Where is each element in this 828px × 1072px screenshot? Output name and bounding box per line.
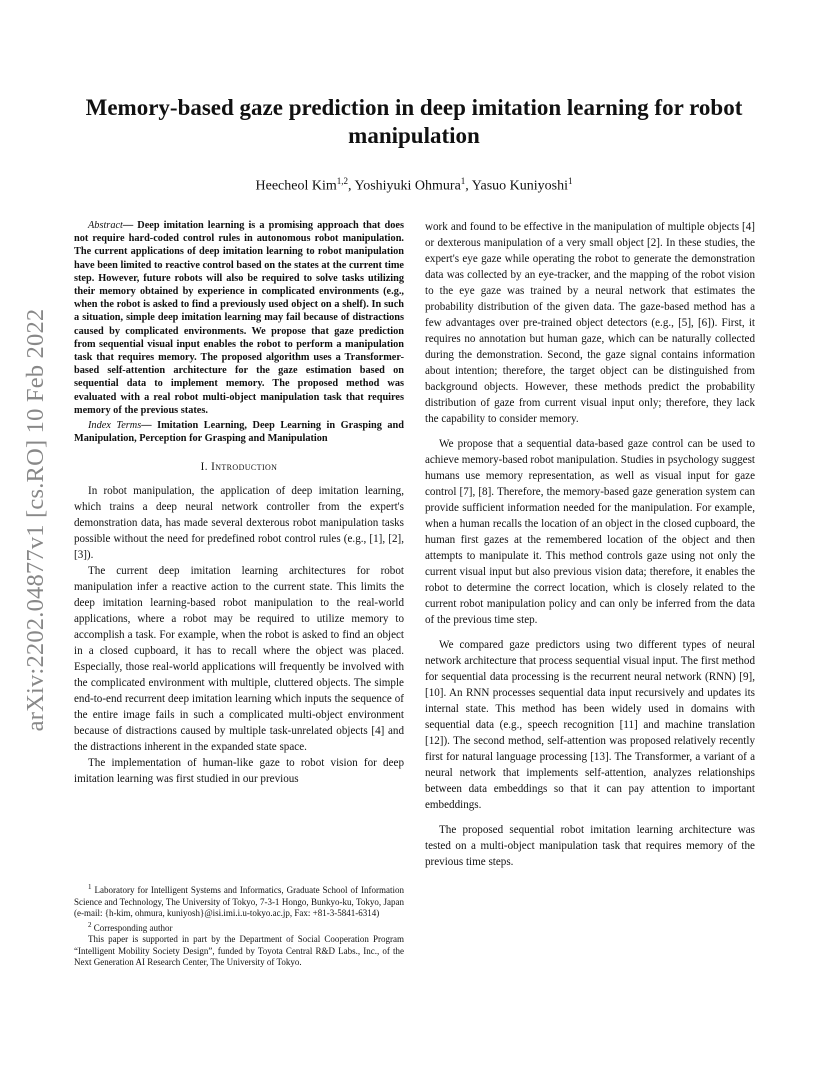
footnote-text: This paper is supported in part by the Department of Social Cooperation Program “Intelligent Mobility Society Design”, funded by Toyota Central R&D Labs., Inc., of the Next Generation AI Research Center, The University of Tokyo.	[74, 934, 404, 967]
footnote-text: Laboratory for Intelligent Systems and Informatics, Graduate School of Information Science and Technology, The University of Tokyo, 7-3-1 Hongo, Bunkyo-ku, Tokyo, Japan (e-mail: {h-kim, ohmura, kuniyosh}@isi.imi.i.u-tokyo.ac.jp, Fax: +81-3-5841-6314)	[74, 885, 404, 918]
footnote	[74, 934, 404, 969]
abstract: Abstract— Deep imitation learning is a promising approach that does not require hard-coded control rules in autonomous robot manipulation. The current applications of deep imitation learning to robot manipulation have been limited to reactive control based on the states at the current time step. However, future robots will also be required to solve tasks utilizing their memory obtained by experience in complicated environments (e.g., when the robot is asked to find a previously used object on a shelf). In such a situation, simple deep imitation learning may fail because of distractions caused by complicated environments. We propose that gaze prediction from sequential visual input enables the robot to perform a manipulation task that requires memory. The proposed algorithm uses a Transformer-based self-attention architecture for the gaze estimation based on sequential data to implement memory. The proposed method was evaluated with a real robot multi-object manipulation task that requires memory of the previous states.	[74, 220, 404, 416]
author-affiliation: 1,2	[336, 176, 348, 186]
index-terms: Index Terms— Imitation Learning, Deep Learning in Grasping and Manipulation, Perception for Grasping and Manipulation	[74, 420, 404, 445]
footnote-mark: 2	[88, 920, 92, 929]
section-number: I.	[200, 461, 208, 474]
paragraph: We propose that a sequential data-based gaze control can be used to achieve memory-based robot manipulation. Studies in psychology suggest humans use memory representation, as well as visual input for gaze control [7], [8]. Therefore, the memory-based gaze generation system can provide sufficient information needed for the manipulation. For example, when a human recalls the location of an object in the closed cupboard, the human first gazes at the remembered location of the object and then attempts to manipulate it. This method controls gaze using not only the current visual input but also previous vision data; therefore, it enables the robot to determine the correct location, which is closely related to the current robot manipulation policy and can only be inferred from the data of the previous time step.	[425, 438, 755, 626]
section-title: Introduction	[211, 461, 278, 474]
author-list: Heecheol Kim$^{1,2}$, Yoshiyuki Ohmura$^1$, Yasuo Kuniyoshi$^1$	[255, 176, 573, 194]
footnote	[74, 920, 404, 935]
arxiv-sidebar-stamp	[18, 285, 54, 755]
footnote-mark: 1	[88, 883, 92, 891]
left-column	[74, 219, 404, 787]
paragraph: In robot manipulation, the application of deep imitation learning, which trains a deep neural network controller from the expert's demonstration data, has made several dexterous robot manipulation tasks possible without the need for predefined robot control rules (e.g., [1], [2], [3]).	[74, 485, 404, 562]
paragraph: The implementation of human-like gaze to robot vision for deep imitation learning was first studied in our previous	[74, 757, 404, 786]
right-column	[425, 219, 755, 870]
paper-title: Memory-based gaze prediction in deep imitation learning for robot manipulation	[85, 95, 743, 148]
paragraph: work and found to be effective in the manipulation of multiple objects [4] or dexterous manipulation of a very small object [2]. In these studies, the expert's eye gaze while operating the robot to generate the demonstration data was collected by an eye-tracker, and the mapping of the robot vision to the eye gaze was trained by a neural network that estimates the probability distribution of the given data. The gaze-based method has a few advantages over pre-trained object detectors (e.g., [5], [6]). First, it requires no annotation but human gaze, which can be naturally collected during the demonstration. Second, the gaze signal contains information about intention; therefore, the target object can be distinguished from background objects. However, these methods predict the probability distribution of gaze from current visual input only; therefore, they lack the capability to consider memory.	[425, 221, 755, 425]
abstract-text: Deep imitation learning is a promising approach that does not require hard-coded control rules in autonomous robot manipulation. The current applications of deep imitation learning to robot manipulation have been limited to reactive control based on the states at the current time step. However, future robots will also be required to solve tasks utilizing their memory obtained by experience in complicated environments (e.g., when the robot is asked to find a previously used object on a shelf). In such a situation, simple deep imitation learning may fail because of distractions caused by complicated environments. We propose that gaze prediction from sequential visual input enables the robot to perform a manipulation task that requires memory. The proposed algorithm uses a Transformer-based self-attention architecture for the gaze estimation based on sequential data to implement memory. The proposed method was evaluated with a real robot multi-object manipulation task that requires memory of the previous states.	[74, 220, 404, 416]
footnotes	[74, 882, 404, 969]
arxiv-id: arXiv:2202.04877v1 [cs.RO] 10 Feb 2022	[22, 308, 49, 732]
author-name: Yoshiyuki Ohmura	[354, 178, 461, 194]
index-terms-text: Imitation Learning, Deep Learning in Grasping and Manipulation, Perception for Grasping and Manipulation	[74, 420, 404, 445]
paragraph: We compared gaze predictors using two different types of neural network architecture that process sequential visual input. The first method for sequential data processing is the recurrent neural network (RNN) [9], [10]. An RNN processes sequential data input recursively and updates its internal state. This method has been widely used in domains with sequential data (e.g., speech recognition [11] and machine translation [12]). The second method, self-attention was proposed relatively recently first for natural language processing [13]. The Transformer, a variant of a neural network that implements self-attention, analyzes relationships between data embeddings so that it can pay attention to important embeddings.	[425, 639, 755, 811]
index-terms-label: Index Terms	[88, 420, 142, 432]
footnote-text: Corresponding author	[93, 922, 173, 933]
author-affiliation: 1	[568, 176, 573, 186]
author-name: Heecheol Kim	[255, 178, 337, 194]
author-affiliation: 1	[460, 176, 466, 186]
author-name: Yasuo Kuniyoshi	[471, 178, 568, 194]
paragraph: The current deep imitation learning architectures for robot manipulation infer a reactive action to the current state. This limits the deep imitation learning-based robot manipulation to the real-world applications, where a robot may be required to utilize memory to accomplish a task. For example, when the robot is asked to find an object in a closed cupboard, it has to recall where the object was placed. Especially, those real-world applications will frequently be involved with the complicated environment with multiple, cluttered objects. The simple end-to-end recurrent deep imitation learning which inputs the sequence of the entire image fails in such a complicated multi-object environment because of distractions caused by multiple task-unrelated objects [4] and the distractions inherent in the expanded state space.	[74, 565, 404, 754]
abstract-label: Abstract	[88, 220, 123, 231]
section-heading	[74, 459, 404, 475]
paragraph: The proposed sequential robot imitation learning architecture was tested on a multi-object manipulation task that requires memory of the previous time steps.	[425, 824, 755, 868]
footnote	[74, 882, 404, 920]
